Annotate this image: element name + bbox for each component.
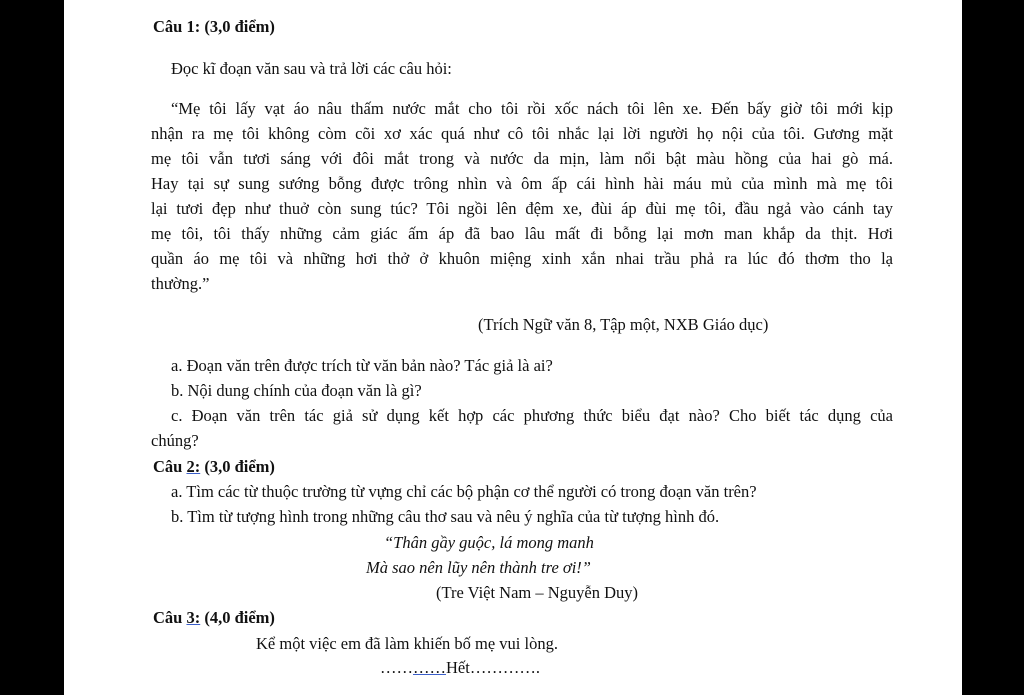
passage-line-7: quần áo mẹ tôi và những hơi thở ở khuôn miệng xinh xắn nhai trầu phả ra lúc đó thơm tho lạ	[151, 249, 893, 268]
document-page	[64, 0, 962, 695]
passage-line-6: mẹ tôi, tôi thấy những cảm giác ấm áp đã bao lâu mất đi bỗng lại mơn man khắp da thịt. Hơi	[151, 224, 893, 243]
end-right-dots: ………….	[469, 658, 540, 677]
passage-line-1: “Mẹ tôi lấy vạt áo nâu thấm nước mắt cho tôi rồi xốc nách tôi lên xe. Đến bấy giờ tôi mới kịp	[171, 99, 893, 118]
q1-question-c-line-1: c. Đoạn văn trên tác giả sử dụng kết hợp các phương thức biểu đạt nào? Cho biết tác dụng của	[171, 406, 893, 425]
end-left-dots: ……	[380, 658, 413, 677]
passage-line-2: nhận ra mẹ tôi không còm cõi xơ xác quá như cô tôi nhắc lại lời người họ nội của tôi. Gương mặt	[151, 124, 893, 143]
q2-question-a: a. Tìm các từ thuộc trường từ vựng chỉ các bộ phận cơ thể người có trong đoạn văn trên?	[171, 482, 757, 501]
q3-prompt: Kể một việc em đã làm khiến bố mẹ vui lòng.	[256, 634, 558, 653]
q1-question-b: b. Nội dung chính của đoạn văn là gì?	[171, 381, 422, 400]
q2-title	[153, 456, 275, 478]
passage-line-8: thường.”	[151, 274, 210, 293]
end-marker	[380, 657, 540, 679]
poem-line-2: Mà sao nên lũy nên thành tre ơi!”	[366, 558, 591, 577]
q2-title-prefix: Câu	[153, 457, 187, 476]
q1-question-c-line-2: chúng?	[151, 431, 199, 450]
passage-line-4: Hay tại sự sung sướng bỗng được trông nhìn và ôm ấp cái hình hài máu mủ của mình mà mẹ tôi	[151, 174, 893, 193]
q3-title	[153, 607, 275, 629]
poem-source: (Tre Việt Nam – Nguyễn Duy)	[436, 583, 639, 602]
q1-instruction: Đọc kĩ đoạn văn sau và trả lời các câu hỏi:	[171, 59, 452, 78]
q3-title-suffix: (4,0 điểm)	[200, 608, 275, 627]
poem-line-1: “Thân gầy guộc, lá mong manh	[384, 533, 594, 552]
end-mid-dots: ……	[413, 658, 446, 677]
q2-title-suffix: (3,0 điểm)	[200, 457, 275, 476]
passage-line-5: lại tươi đẹp như thuở còn sung túc? Tôi ngồi lên đệm xe, đùi áp đùi mẹ tôi, đầu ngả vào cánh tay	[151, 199, 893, 218]
q3-title-prefix: Câu	[153, 608, 187, 627]
q2-title-number: 2:	[186, 457, 201, 476]
end-word: Hết	[446, 658, 470, 677]
q2-question-b: b. Tìm từ tượng hình trong những câu thơ sau và nêu ý nghĩa của từ tượng hình đó.	[171, 507, 720, 526]
q3-title-number: 3:	[186, 608, 201, 627]
q1-source: (Trích Ngữ văn 8, Tập một, NXB Giáo dục)	[478, 315, 769, 334]
q1-question-a: a. Đoạn văn trên được trích từ văn bản nào? Tác giả là ai?	[171, 356, 553, 375]
q1-title: Câu 1: (3,0 điểm)	[153, 17, 275, 36]
passage-line-3: mẹ tôi vẫn tươi sáng với đôi mắt trong và nước da mịn, làm nổi bật màu hồng của hai gò má.	[151, 149, 893, 168]
